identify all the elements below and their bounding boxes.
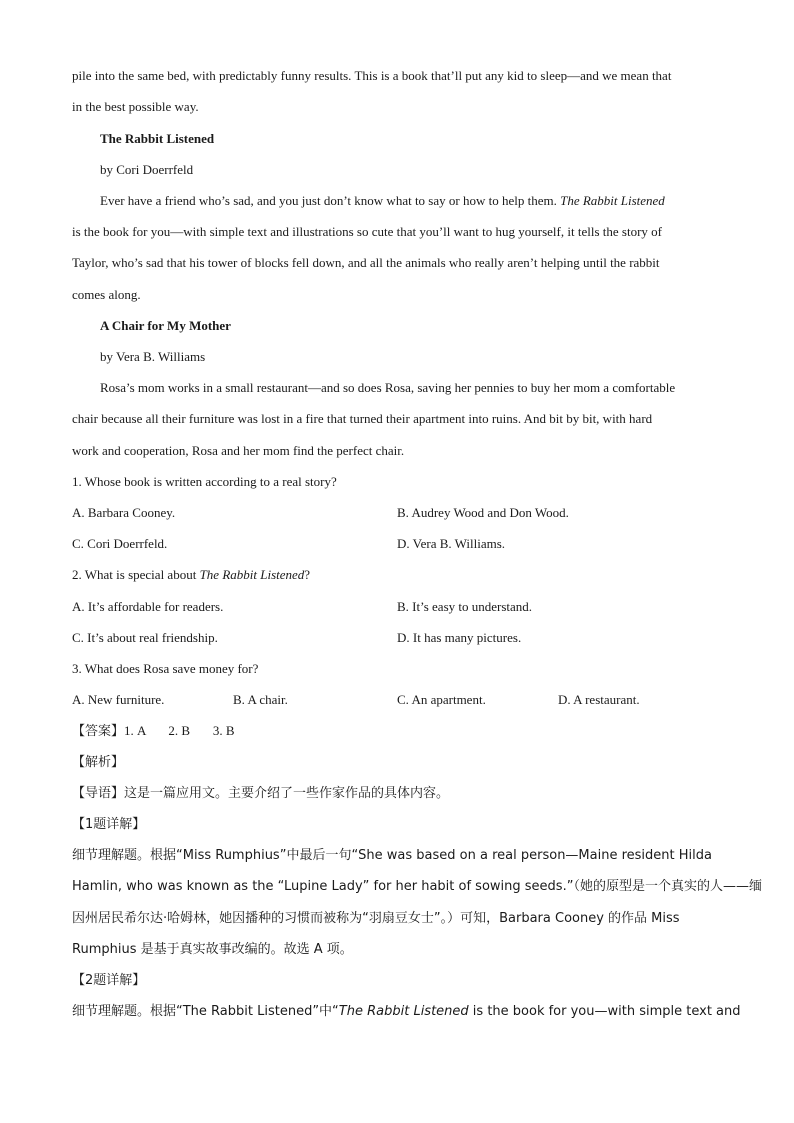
intro-line-2: in the best possible way. [72, 99, 199, 114]
question-1-option-c: C. Cori Doerrfeld. [72, 536, 168, 551]
intro-line-1: pile into the same bed, with predictably funny results. This is a book that’ll put any kid to sleep—and we mean that [72, 68, 672, 83]
book1-line-1 [100, 192, 665, 210]
book1-line-4: comes along. [72, 287, 141, 302]
question-3-option-a: A. New furniture. [72, 692, 165, 707]
detail-2-text: 细节理解题。根据“The Rabbit Listened”中“ [72, 1004, 339, 1019]
question-2-stem-text: 2. What is special about [72, 567, 200, 582]
detail-1-line-4: Rumphius 是基于真实故事改编的。故选 A 项。 [72, 942, 353, 957]
question-3-option-c: C. An apartment. [397, 692, 486, 707]
book2-author: by Vera B. Williams [100, 349, 206, 364]
book2-line-3: work and cooperation, Rosa and her mom find the perfect chair. [72, 443, 405, 458]
book1-italic-title: The Rabbit Listened [560, 193, 665, 208]
detail-2-label: 【2题详解】 [72, 973, 146, 988]
book1-line-2: is the book for you—with simple text and illustrations so cute that you’ll want to hug yourself, it tells the story of [72, 224, 662, 239]
book1-title: The Rabbit Listened [100, 131, 215, 146]
guide-text: 这是一篇应用文。主要介绍了一些作家作品的具体内容。 [124, 786, 450, 801]
detail-1-line-1: 细节理解题。根据“Miss Rumphius”中最后一句“She was based on a real person—Maine resident Hilda [72, 848, 712, 863]
question-2-option-a: A. It’s affordable for readers. [72, 599, 224, 614]
answer-text: 1. A 2. B 3. B [124, 723, 235, 738]
detail-1-line-2: Hamlin, who was known as the “Lupine Lady” for her habit of sowing seeds.”（她的原型是一个真实的人——缅 [72, 879, 762, 894]
question-3-option-b: B. A chair. [233, 692, 288, 707]
question-2-option-c: C. It’s about real friendship. [72, 630, 218, 645]
answer-label: 【答案】 [72, 724, 125, 739]
analysis-label: 【解析】 [72, 755, 125, 770]
question-2-option-b: B. It’s easy to understand. [397, 599, 533, 614]
detail-1-line-3: 因州居民希尔达·哈姆林，她因播种的习惯而被称为“羽扇豆女士”。）可知，Barbara Cooney 的作品 Miss [72, 911, 680, 926]
answer-line [72, 722, 235, 741]
question-3-option-d: D. A restaurant. [558, 692, 640, 707]
detail-2-text-end: is the book for you—with simple text and [468, 1004, 741, 1019]
question-2-italic-title: The Rabbit Listened [199, 567, 305, 582]
book2-line-1: Rosa’s mom works in a small restaurant—and so does Rosa, saving her pennies to buy her mom a comfortable [100, 380, 676, 395]
detail-2-italic-title: The Rabbit Listened [338, 1004, 469, 1019]
question-1-option-b: B. Audrey Wood and Don Wood. [397, 505, 569, 520]
guide-label: 【导语】 [72, 786, 125, 801]
book1-author: by Cori Doerrfeld [100, 162, 194, 177]
question-1-option-d: D. Vera B. Williams. [397, 536, 506, 551]
book1-line-3: Taylor, who’s sad that his tower of blocks fell down, and all the animals who really aren’t helping until the rabbit [72, 255, 660, 270]
detail-1-label: 【1题详解】 [72, 817, 146, 832]
question-1-stem: 1. Whose book is written according to a real story? [72, 474, 337, 489]
guide-line [72, 785, 449, 803]
book2-title: A Chair for My Mother [100, 318, 231, 333]
question-1-option-a: A. Barbara Cooney. [72, 505, 176, 520]
question-2-stem [72, 566, 310, 584]
book1-text: Ever have a friend who’s sad, and you just don’t know what to say or how to help them. [100, 193, 561, 208]
question-2-option-d: D. It has many pictures. [397, 630, 522, 645]
question-3-stem: 3. What does Rosa save money for? [72, 661, 259, 676]
book2-line-2: chair because all their furniture was lost in a fire that turned their apartment into ruins. And bit by bit, with hard [72, 411, 653, 426]
detail-2-line-1 [72, 1003, 741, 1021]
question-2-stem-end: ? [304, 567, 311, 582]
